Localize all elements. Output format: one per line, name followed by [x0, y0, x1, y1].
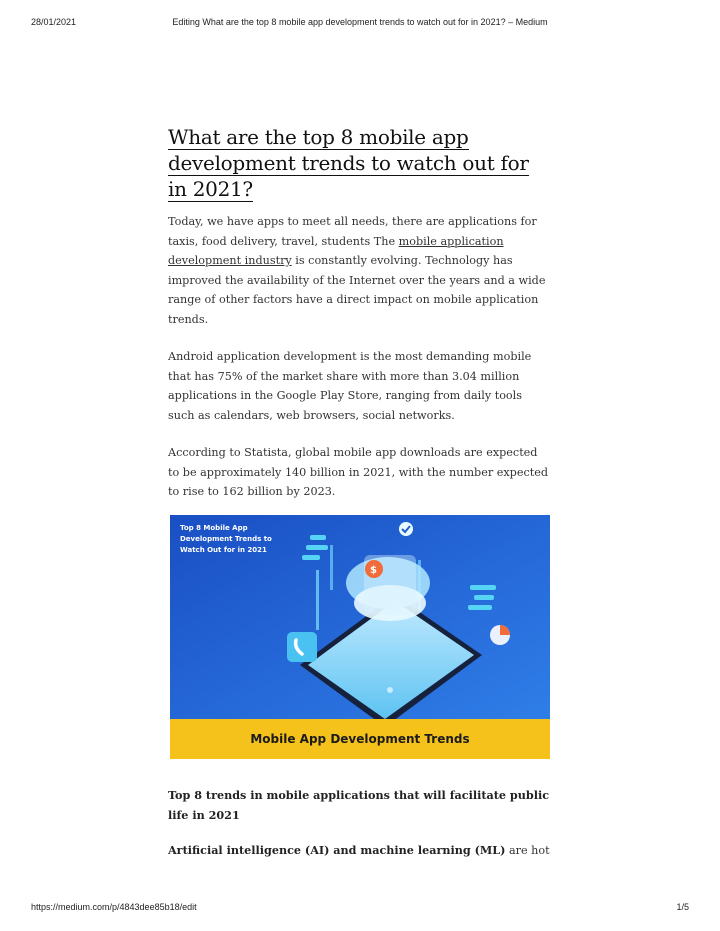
- hero-caption-line: Watch Out for in 2021: [180, 546, 267, 554]
- svg-text:$: $: [370, 565, 377, 576]
- call-app-icon: [287, 632, 317, 662]
- hero-caption-line: Development Trends to: [180, 535, 272, 543]
- check-icon: [399, 522, 413, 536]
- print-url: https://medium.com/p/4843dee85b18/edit: [31, 902, 197, 912]
- section-heading: Top 8 trends in mobile applications that will facilitate public life in 2021: [168, 788, 550, 822]
- ai-ml-paragraph: [168, 841, 550, 871]
- print-date: 28/01/2021: [31, 17, 77, 27]
- hero-caption: [180, 523, 310, 556]
- hero-banner-text: Mobile App Development Trends: [250, 732, 470, 746]
- android-paragraph: Android application development is the most demanding mobile that has 75% of the market share with more than 3.04 million applications in the Google Play Store, ranging from daily tools such as calendars, web browsers, social networks.: [168, 350, 532, 422]
- intro-paragraph: [168, 212, 550, 329]
- ai-ml-text: are hot: [505, 844, 550, 857]
- article-title-text: What are the top 8 mobile app development trends to watch out for in 2021?: [168, 125, 529, 201]
- mobile-app-development-industry-link[interactable]: mobile application development industry: [168, 234, 504, 267]
- print-footer: [0, 902, 720, 916]
- article-title: [168, 124, 550, 202]
- hero-caption-line: Top 8 Mobile App: [180, 524, 248, 532]
- ai-ml-bold-text: Artificial intelligence (AI) and machine learning (ML): [168, 843, 506, 857]
- intro-text-before-link: Today, we have apps to meet all needs, there are applications for taxis, food delivery, travel, students The: [168, 215, 537, 248]
- print-page-number: 1/5: [676, 902, 689, 912]
- print-header: [0, 17, 720, 31]
- statista-paragraph: According to Statista, global mobile app downloads are expected to be approximately 140 billion in 2021, with the number expected to rise to 162 billion by 2023.: [168, 446, 548, 498]
- hero-image: [170, 515, 550, 759]
- print-page-title: Editing What are the top 8 mobile app development trends to watch out for in 2021? – Medium: [172, 17, 548, 27]
- intro-text-after-link: is constantly evolving. Technology has improved the availability of the Internet over the years and a wide range of other factors have a direct impact on mobile application trends.: [168, 254, 546, 326]
- article: [168, 124, 550, 502]
